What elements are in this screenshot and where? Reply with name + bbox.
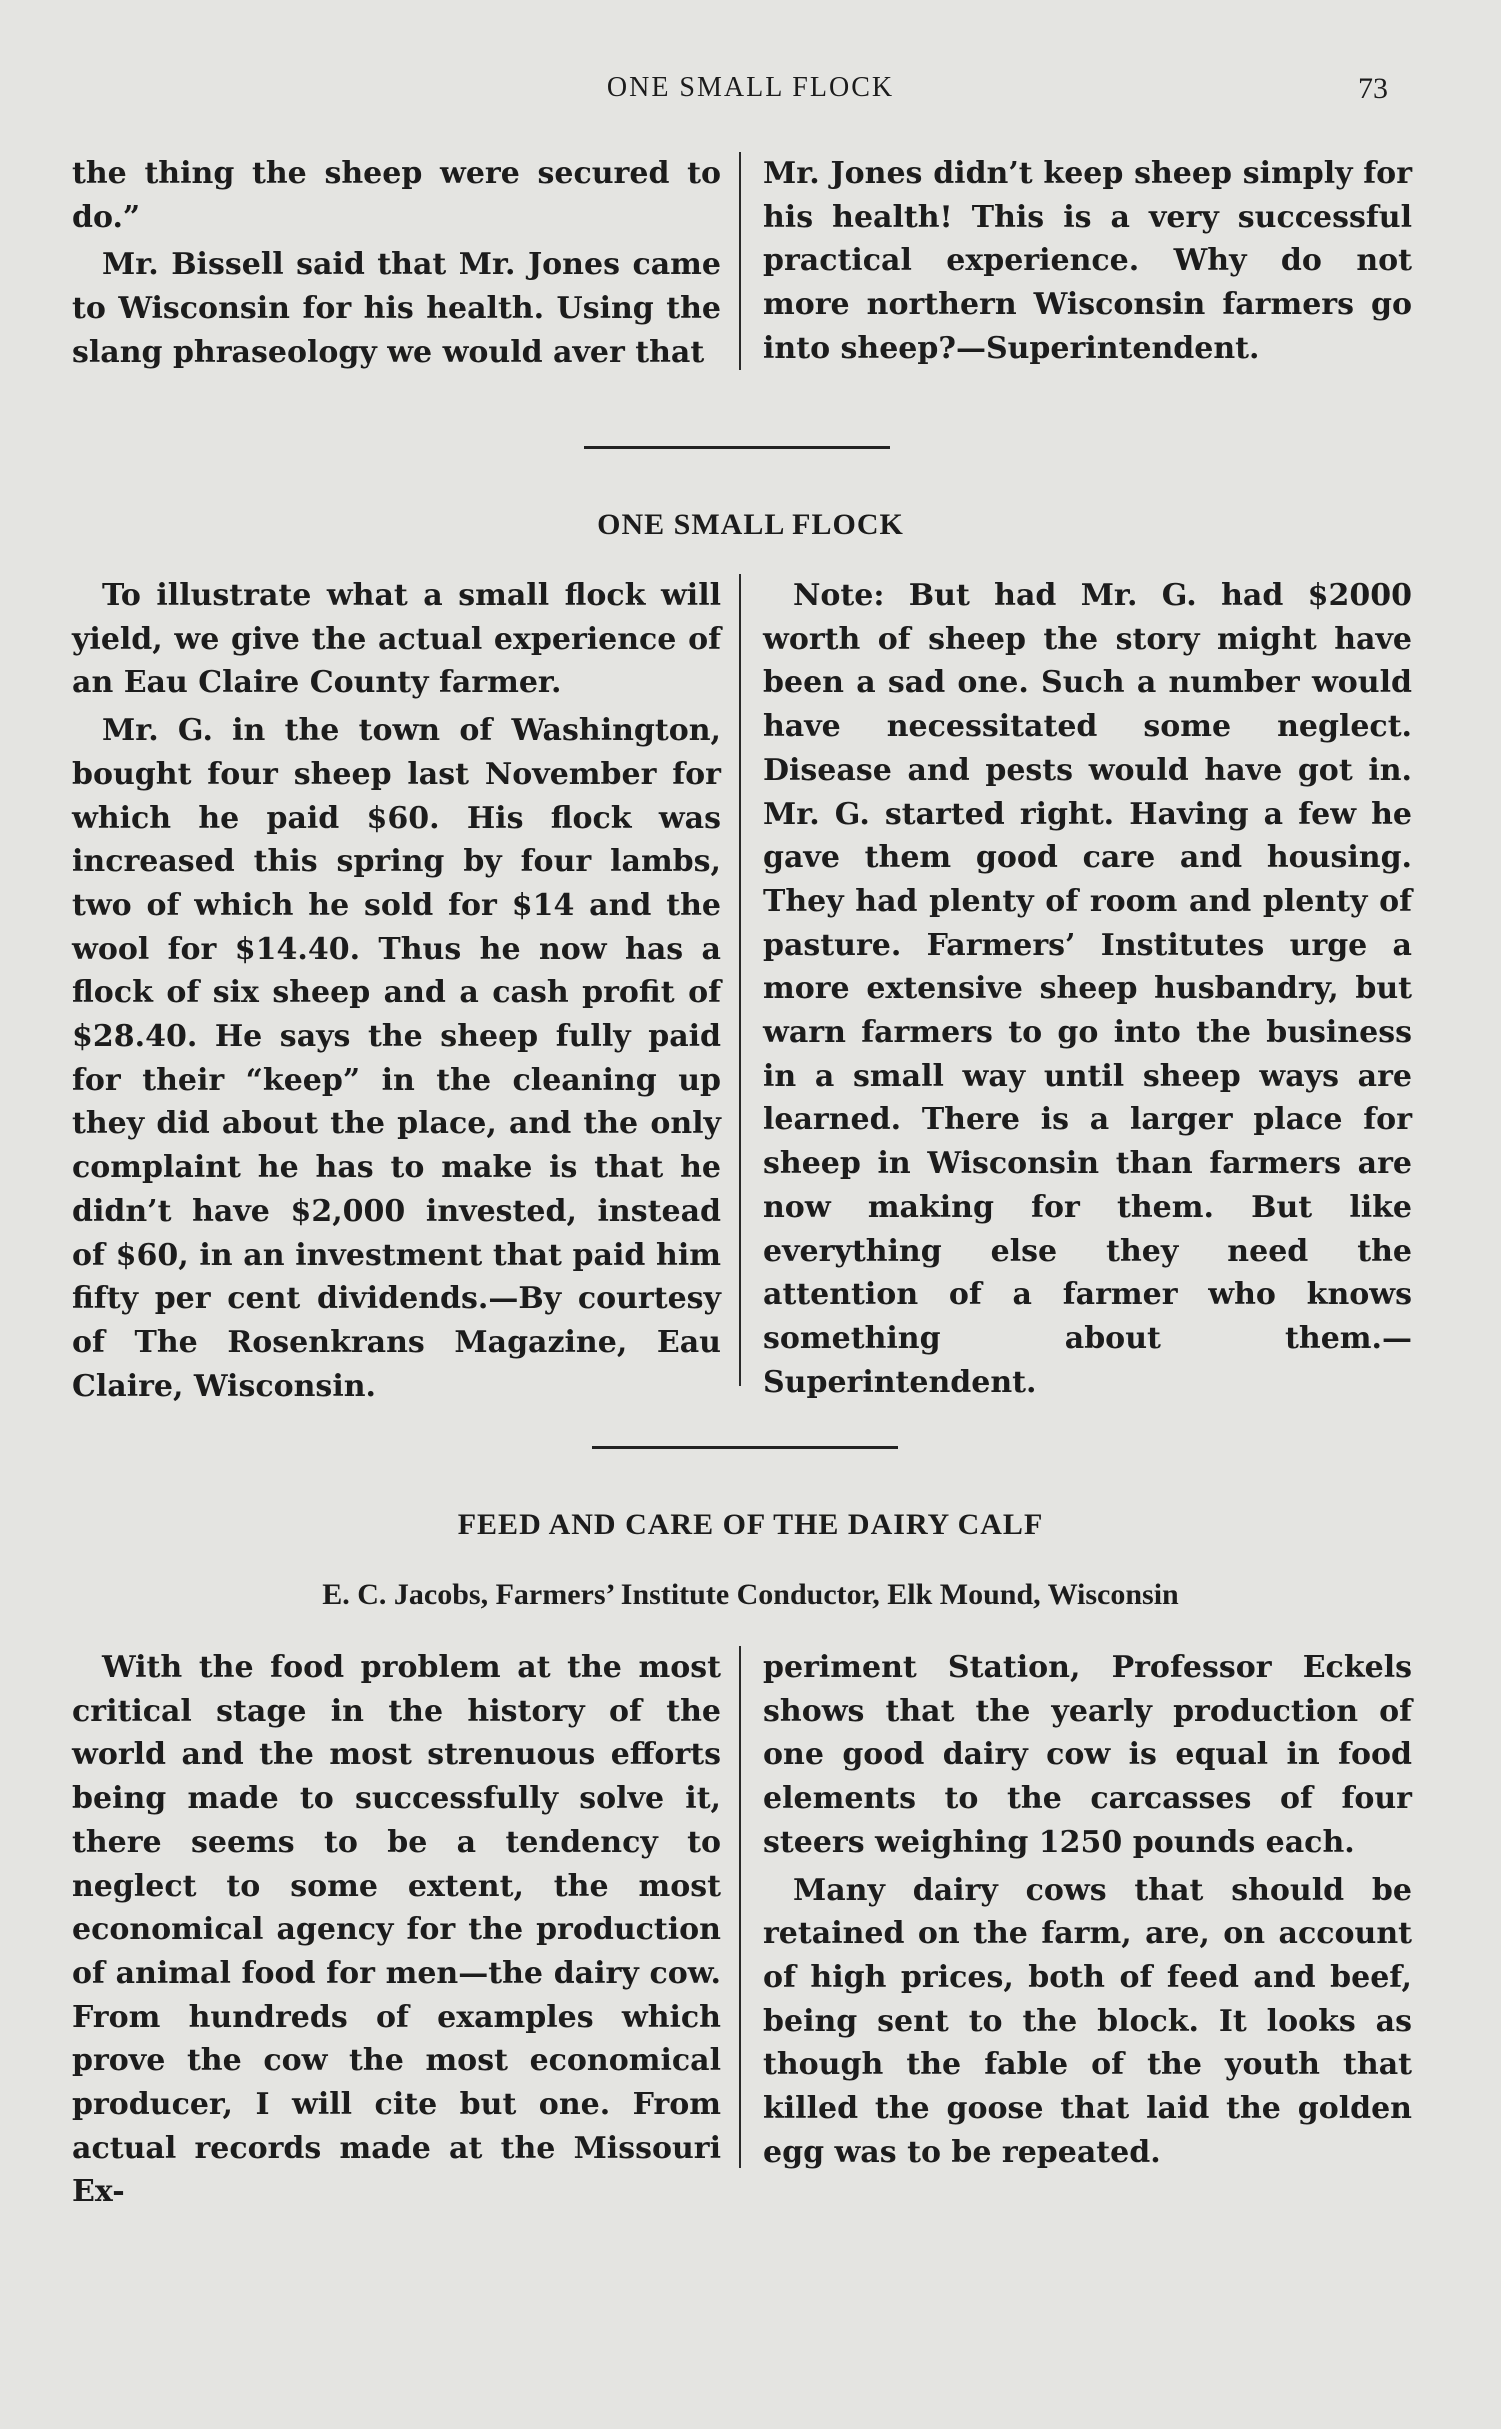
page-number: 73 bbox=[1358, 72, 1388, 105]
paragraph: the thing the sheep were secured to do.” bbox=[72, 156, 721, 235]
calf-left-column bbox=[72, 1646, 741, 2210]
section-divider bbox=[592, 1446, 898, 1449]
paragraph: Mr. Bissell said that Mr. Jones came to Wisconsin for his health. Using the slang phraseology we would aver that bbox=[72, 247, 721, 370]
article-byline: E. C. Jacobs, Farmers’ Institute Conductor, Elk Mound, Wisconsin bbox=[322, 1578, 1179, 1611]
section-title-flock: ONE SMALL FLOCK bbox=[597, 508, 904, 541]
paragraph: With the food problem at the most critical stage in the history of the world and the most strenuous efforts being made to successfully solve it, there seems to be a tendency to neglect to some extent, the most economical agency for the production of animal food for men—the dairy cow. From hundreds of examples which prove the cow the most economical producer, I will cite but one. From actual records made at the Missouri Ex- bbox=[72, 1650, 721, 2210]
paragraph: Note: But had Mr. G. had $2000 worth of sheep the story might have been a sad one. Such a number would have necessitated some neglect. Disease and pests would have got in. Mr. G. started right. Having a few he gave them good care and housing. They had plenty of room and plenty of pasture. Farmers’ Institutes urge a more extensive sheep husbandry, but warn farmers to go into the business in a small way until sheep ways are learned. There is a larger place for sheep in Wisconsin than farmers are now making for them. But like everything else they need the attention of a farmer who knows something about them.—Superintendent. bbox=[763, 578, 1412, 1400]
calf-right-column bbox=[741, 1646, 1412, 2174]
flock-section-columns bbox=[72, 574, 1412, 1404]
running-title: ONE SMALL FLOCK bbox=[606, 72, 895, 103]
paragraph: To illustrate what a small flock will yield, we give the actual experience of an Eau Claire County farmer. bbox=[72, 578, 721, 701]
paragraph: periment Station, Professor Eckels shows that the yearly production of one good dairy cow is equal in food elements to the carcasses of four steers weighing 1250 pounds each. bbox=[763, 1650, 1412, 1860]
top-left-column bbox=[72, 152, 741, 370]
flock-right-column bbox=[741, 574, 1412, 1404]
paragraph: Mr. G. in the town of Washington, bought four sheep last November for which he paid $60. His flock was increased this spring by four lambs, two of which he sold for $14 and the wool for $14.40. Thus he now has a flock of six sheep and a cash profit of $28.40. He says the sheep fully paid for their “keep” in the cleaning up they did about the place, and the only complaint he has to make is that he didn’t have $2,000 invested, instead of $60, in an investment that paid him fifty per cent dividends.—By courtesy of The Rosenkrans Magazine, Eau Claire, Wisconsin. bbox=[72, 713, 721, 1404]
section-divider bbox=[584, 446, 890, 449]
section-title-calf: FEED AND CARE OF THE DAIRY CALF bbox=[457, 1508, 1044, 1541]
paragraph: Many dairy cows that should be retained on the farm, are, on account of high prices, both of feed and beef, being sent to the block. It looks as though the fable of the youth that killed the goose that laid the golden egg was to be repeated. bbox=[763, 1872, 1412, 2170]
calf-section-columns bbox=[72, 1646, 1412, 2210]
flock-left-column bbox=[72, 574, 741, 1404]
paragraph: Mr. Jones didn’t keep sheep simply for his health! This is a very successful practical experience. Why do not more northern Wisconsin farmers go into sheep?—Superintendent. bbox=[763, 156, 1412, 366]
top-section-columns bbox=[72, 152, 1412, 371]
running-head bbox=[0, 72, 1501, 112]
top-right-column bbox=[741, 152, 1412, 371]
